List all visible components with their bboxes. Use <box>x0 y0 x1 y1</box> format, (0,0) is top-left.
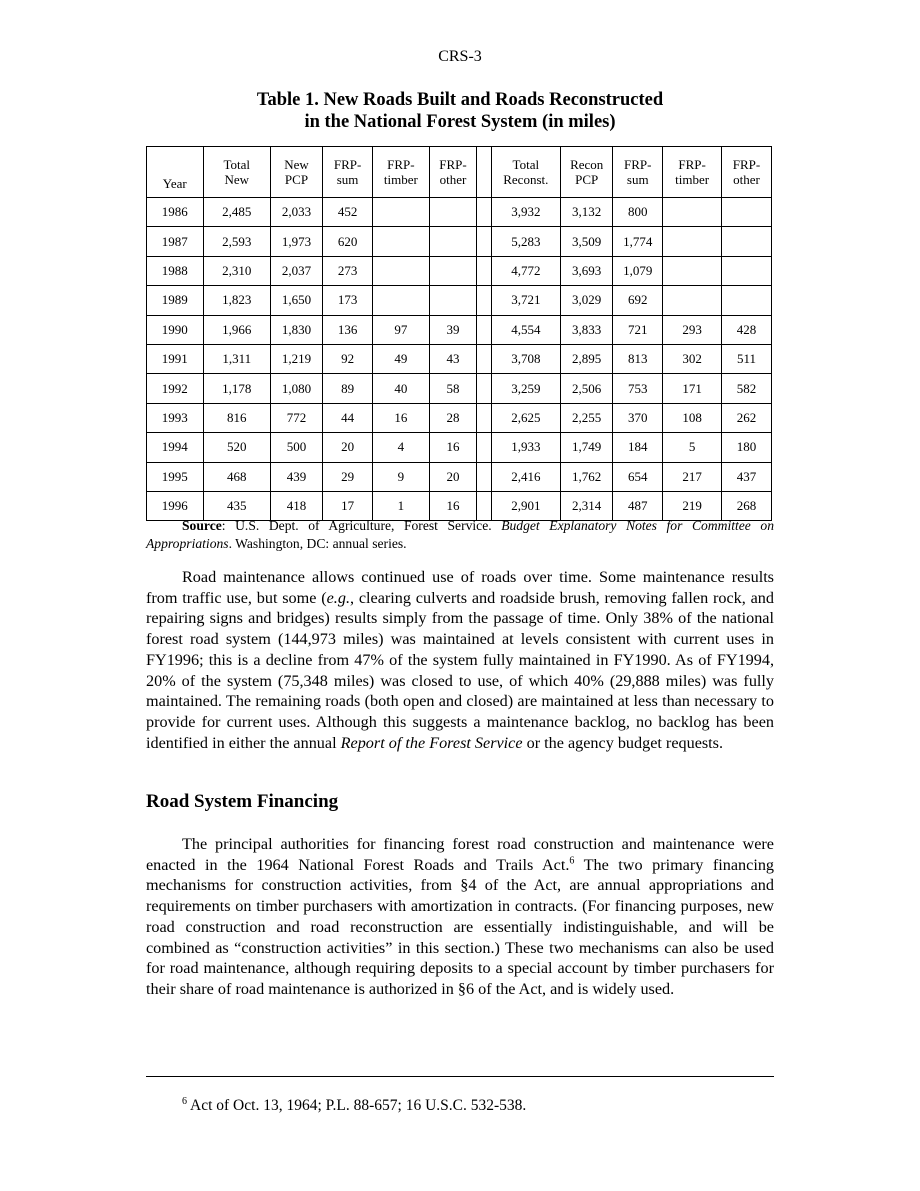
table-title <box>0 89 920 133</box>
row-gap <box>477 374 491 403</box>
column-header <box>491 147 561 198</box>
table-cell: 582 <box>721 374 771 403</box>
year-cell: 1995 <box>147 462 204 491</box>
footnote-text: Act of Oct. 13, 1964; P.L. 88-657; 16 U.S.C. 532-538. <box>187 1097 527 1114</box>
table-cell: 1,774 <box>613 227 663 256</box>
table-cell: 439 <box>270 462 322 491</box>
table-cell: 620 <box>323 227 373 256</box>
paragraph-financing <box>146 834 774 1000</box>
table-row <box>147 403 772 432</box>
table-cell: 1,219 <box>270 344 322 373</box>
table-row <box>147 256 772 285</box>
table-cell: 173 <box>323 286 373 315</box>
table-cell <box>429 227 477 256</box>
table-cell: 3,932 <box>491 198 561 227</box>
table-cell: 2,593 <box>203 227 270 256</box>
table-source-note <box>146 517 774 553</box>
table-cell: 219 <box>663 491 722 520</box>
column-header-line: Total <box>512 157 540 172</box>
table-cell: 3,259 <box>491 374 561 403</box>
table-cell: 654 <box>613 462 663 491</box>
column-header <box>373 147 430 198</box>
table-cell: 293 <box>663 315 722 344</box>
column-header <box>561 147 613 198</box>
table-cell: 4,554 <box>491 315 561 344</box>
table-cell: 108 <box>663 403 722 432</box>
table-cell: 468 <box>203 462 270 491</box>
column-header-line: New <box>284 157 309 172</box>
table-cell: 1,080 <box>270 374 322 403</box>
table-cell: 487 <box>613 491 663 520</box>
table-cell: 3,708 <box>491 344 561 373</box>
table-cell: 753 <box>613 374 663 403</box>
table-cell <box>721 198 771 227</box>
table-cell: 2,625 <box>491 403 561 432</box>
column-header-line: Year <box>162 176 187 191</box>
table-cell: 1,311 <box>203 344 270 373</box>
table-cell <box>373 227 430 256</box>
column-header-line: FRP- <box>624 157 652 172</box>
source-end: . Washington, DC: annual series. <box>228 536 407 551</box>
column-header <box>613 147 663 198</box>
paragraph1-eg: e.g. <box>326 588 350 607</box>
year-cell: 1990 <box>147 315 204 344</box>
table-cell: 3,721 <box>491 286 561 315</box>
year-cell: 1991 <box>147 344 204 373</box>
table-cell: 268 <box>721 491 771 520</box>
column-header <box>147 147 204 198</box>
year-cell: 1996 <box>147 491 204 520</box>
column-header <box>203 147 270 198</box>
table-header <box>147 147 772 198</box>
footnote-divider <box>146 1076 774 1077</box>
table-cell: 1,650 <box>270 286 322 315</box>
column-header-line <box>147 161 203 176</box>
table-cell: 1,973 <box>270 227 322 256</box>
table-cell: 2,033 <box>270 198 322 227</box>
section-heading: Road System Financing <box>146 791 339 812</box>
table-cell: 262 <box>721 403 771 432</box>
column-header-line: PCP <box>575 172 599 187</box>
table-cell: 1,762 <box>561 462 613 491</box>
table-cell: 2,895 <box>561 344 613 373</box>
table-cell: 43 <box>429 344 477 373</box>
table-cell <box>429 198 477 227</box>
column-header-line: timber <box>675 172 710 187</box>
table-cell: 2,485 <box>203 198 270 227</box>
column-header-line: FRP- <box>387 157 415 172</box>
footnote <box>182 1097 526 1115</box>
table-cell: 1,178 <box>203 374 270 403</box>
table-cell: 1,079 <box>613 256 663 285</box>
table-cell: 1,749 <box>561 433 613 462</box>
table-cell: 89 <box>323 374 373 403</box>
column-header-line: Recon <box>570 157 604 172</box>
column-header <box>270 147 322 198</box>
table-cell: 2,314 <box>561 491 613 520</box>
source-label: Source <box>182 518 222 533</box>
table-cell: 813 <box>613 344 663 373</box>
column-header-line: Total <box>223 157 250 172</box>
table-cell: 302 <box>663 344 722 373</box>
footnote-reference[interactable]: 6 <box>569 855 575 867</box>
year-cell: 1988 <box>147 256 204 285</box>
table-cell: 3,833 <box>561 315 613 344</box>
column-header-line: other <box>733 172 760 187</box>
table-cell <box>429 286 477 315</box>
table-cell: 5,283 <box>491 227 561 256</box>
row-gap <box>477 462 491 491</box>
table-cell: 500 <box>270 433 322 462</box>
paragraph2-text-1: The principal authorities for financing forest road construction and maintenance were enacted in the 1964 National Forest Roads and Trails Act. <box>146 835 774 874</box>
table-cell: 452 <box>323 198 373 227</box>
table-cell <box>429 256 477 285</box>
table-cell: 39 <box>429 315 477 344</box>
column-header <box>429 147 477 198</box>
source-publication: Budget Explanatory Notes for Committee on Appropriations <box>146 518 774 551</box>
table-cell: 3,132 <box>561 198 613 227</box>
column-header-line: sum <box>336 172 359 187</box>
table-body <box>147 198 772 521</box>
table-row <box>147 433 772 462</box>
year-cell: 1989 <box>147 286 204 315</box>
footnote-number: 6 <box>182 1095 187 1107</box>
table-cell: 2,901 <box>491 491 561 520</box>
table-cell: 20 <box>323 433 373 462</box>
table-cell <box>663 286 722 315</box>
column-header-line: other <box>439 172 467 187</box>
header-row <box>147 147 772 198</box>
row-gap <box>477 315 491 344</box>
table-cell: 3,029 <box>561 286 613 315</box>
table-cell: 511 <box>721 344 771 373</box>
row-gap <box>477 286 491 315</box>
column-header <box>721 147 771 198</box>
year-cell: 1987 <box>147 227 204 256</box>
roads-table <box>146 146 772 521</box>
column-header-line: FRP- <box>439 157 467 172</box>
table-cell: 273 <box>323 256 373 285</box>
paragraph1-text-2: , clearing culverts and roadside brush, removing fallen rock, and repairing signs and bridges) results simply from the passage of time. Only 38% of the national forest road system (144,973 miles) was maintained at levels consistent with current uses in FY1996; this is a decline from 47% of the system fully maintained in FY1990. As of FY1994, 20% of the system (75,348 miles) was closed to use, of which 40% (29,888 miles) was fully maintained. The remaining roads (both open and closed) are maintained at less than necessary to provide for current uses. Although this suggests a maintenance backlog, no backlog has been identified in either the annual <box>146 588 774 752</box>
table-cell: 800 <box>613 198 663 227</box>
table-cell <box>721 227 771 256</box>
column-header-line: FRP- <box>678 157 706 172</box>
table-cell: 29 <box>323 462 373 491</box>
table-cell: 772 <box>270 403 322 432</box>
column-header-line: FRP- <box>732 157 761 172</box>
table-cell: 17 <box>323 491 373 520</box>
table-cell <box>373 256 430 285</box>
table-cell: 3,509 <box>561 227 613 256</box>
paragraph1-report-title: Report of the Forest Service <box>340 733 523 752</box>
table-cell <box>663 198 722 227</box>
table-row <box>147 462 772 491</box>
table-cell: 1,830 <box>270 315 322 344</box>
table-cell <box>721 286 771 315</box>
table-cell: 49 <box>373 344 430 373</box>
year-cell: 1986 <box>147 198 204 227</box>
page-header: CRS-3 <box>438 48 482 65</box>
table-cell: 1,823 <box>203 286 270 315</box>
table-cell: 428 <box>721 315 771 344</box>
table-cell: 721 <box>613 315 663 344</box>
table-cell: 5 <box>663 433 722 462</box>
table-row <box>147 286 772 315</box>
table-cell <box>373 198 430 227</box>
paragraph-road-maintenance <box>146 567 774 753</box>
table-cell: 180 <box>721 433 771 462</box>
table-cell: 2,506 <box>561 374 613 403</box>
table-cell: 58 <box>429 374 477 403</box>
table-cell: 2,255 <box>561 403 613 432</box>
column-header-line: sum <box>626 172 649 187</box>
table-cell: 20 <box>429 462 477 491</box>
column-header <box>323 147 373 198</box>
row-gap <box>477 198 491 227</box>
table-cell: 16 <box>429 433 477 462</box>
table-cell: 217 <box>663 462 722 491</box>
table-cell: 44 <box>323 403 373 432</box>
table-row <box>147 227 772 256</box>
table-cell: 437 <box>721 462 771 491</box>
table-cell: 4,772 <box>491 256 561 285</box>
table-cell: 136 <box>323 315 373 344</box>
table-cell <box>663 227 722 256</box>
table-cell: 435 <box>203 491 270 520</box>
row-gap <box>477 403 491 432</box>
table-cell: 692 <box>613 286 663 315</box>
column-header <box>663 147 722 198</box>
paragraph1-text-3: or the agency budget requests. <box>522 733 724 752</box>
year-cell: 1994 <box>147 433 204 462</box>
paragraph2-text-2: The two primary financing mechanisms for construction activities, from §4 of the Act, are annual appropriations and requirements on timber purchasers with amortization in contracts. (For financing purposes, new road construction and road reconstruction are essentially indistinguishable, and will be combined as “construction activities” in this section.) These two mechanisms can also be used for road maintenance, although requiring deposits to a special account by timber purchasers for their share of road maintenance is authorized in §6 of the Act, and is widely used. <box>146 855 775 998</box>
paragraph1-text-1: Road maintenance allows continued use of roads over time. Some maintenance results from traffic use, but some ( <box>146 568 774 607</box>
table-cell: 2,037 <box>270 256 322 285</box>
row-gap <box>477 344 491 373</box>
table-cell: 2,310 <box>203 256 270 285</box>
table-cell: 97 <box>373 315 430 344</box>
column-header-line: PCP <box>284 172 309 187</box>
table-cell: 2,416 <box>491 462 561 491</box>
table-row <box>147 315 772 344</box>
table-cell: 1,966 <box>203 315 270 344</box>
table-cell: 92 <box>323 344 373 373</box>
table-cell: 1,933 <box>491 433 561 462</box>
table-cell: 4 <box>373 433 430 462</box>
table-cell: 816 <box>203 403 270 432</box>
table-row <box>147 344 772 373</box>
table-cell: 28 <box>429 403 477 432</box>
year-cell: 1992 <box>147 374 204 403</box>
row-gap <box>477 227 491 256</box>
table-title-line1: Table 1. New Roads Built and Roads Reconstructed <box>256 90 664 110</box>
table-cell: 9 <box>373 462 430 491</box>
table-cell: 520 <box>203 433 270 462</box>
table-cell <box>373 286 430 315</box>
header-gap <box>477 147 491 198</box>
column-header-line: FRP- <box>333 157 362 172</box>
source-text: : U.S. Dept. of Agriculture, Forest Service. <box>221 518 502 533</box>
column-header-line: Reconst. <box>503 172 549 187</box>
table-cell: 184 <box>613 433 663 462</box>
table-cell: 16 <box>373 403 430 432</box>
row-gap <box>477 256 491 285</box>
table-cell: 171 <box>663 374 722 403</box>
column-header-line: New <box>224 172 249 187</box>
table-cell: 418 <box>270 491 322 520</box>
table-row <box>147 198 772 227</box>
row-gap <box>477 433 491 462</box>
table-row <box>147 374 772 403</box>
table-cell: 1 <box>373 491 430 520</box>
table-cell <box>663 256 722 285</box>
table-cell: 16 <box>429 491 477 520</box>
table-cell: 370 <box>613 403 663 432</box>
table-cell <box>721 256 771 285</box>
table-cell: 40 <box>373 374 430 403</box>
table-title-line2: in the National Forest System (in miles) <box>304 112 616 132</box>
table-cell: 3,693 <box>561 256 613 285</box>
year-cell: 1993 <box>147 403 204 432</box>
column-header-line: timber <box>383 172 418 187</box>
